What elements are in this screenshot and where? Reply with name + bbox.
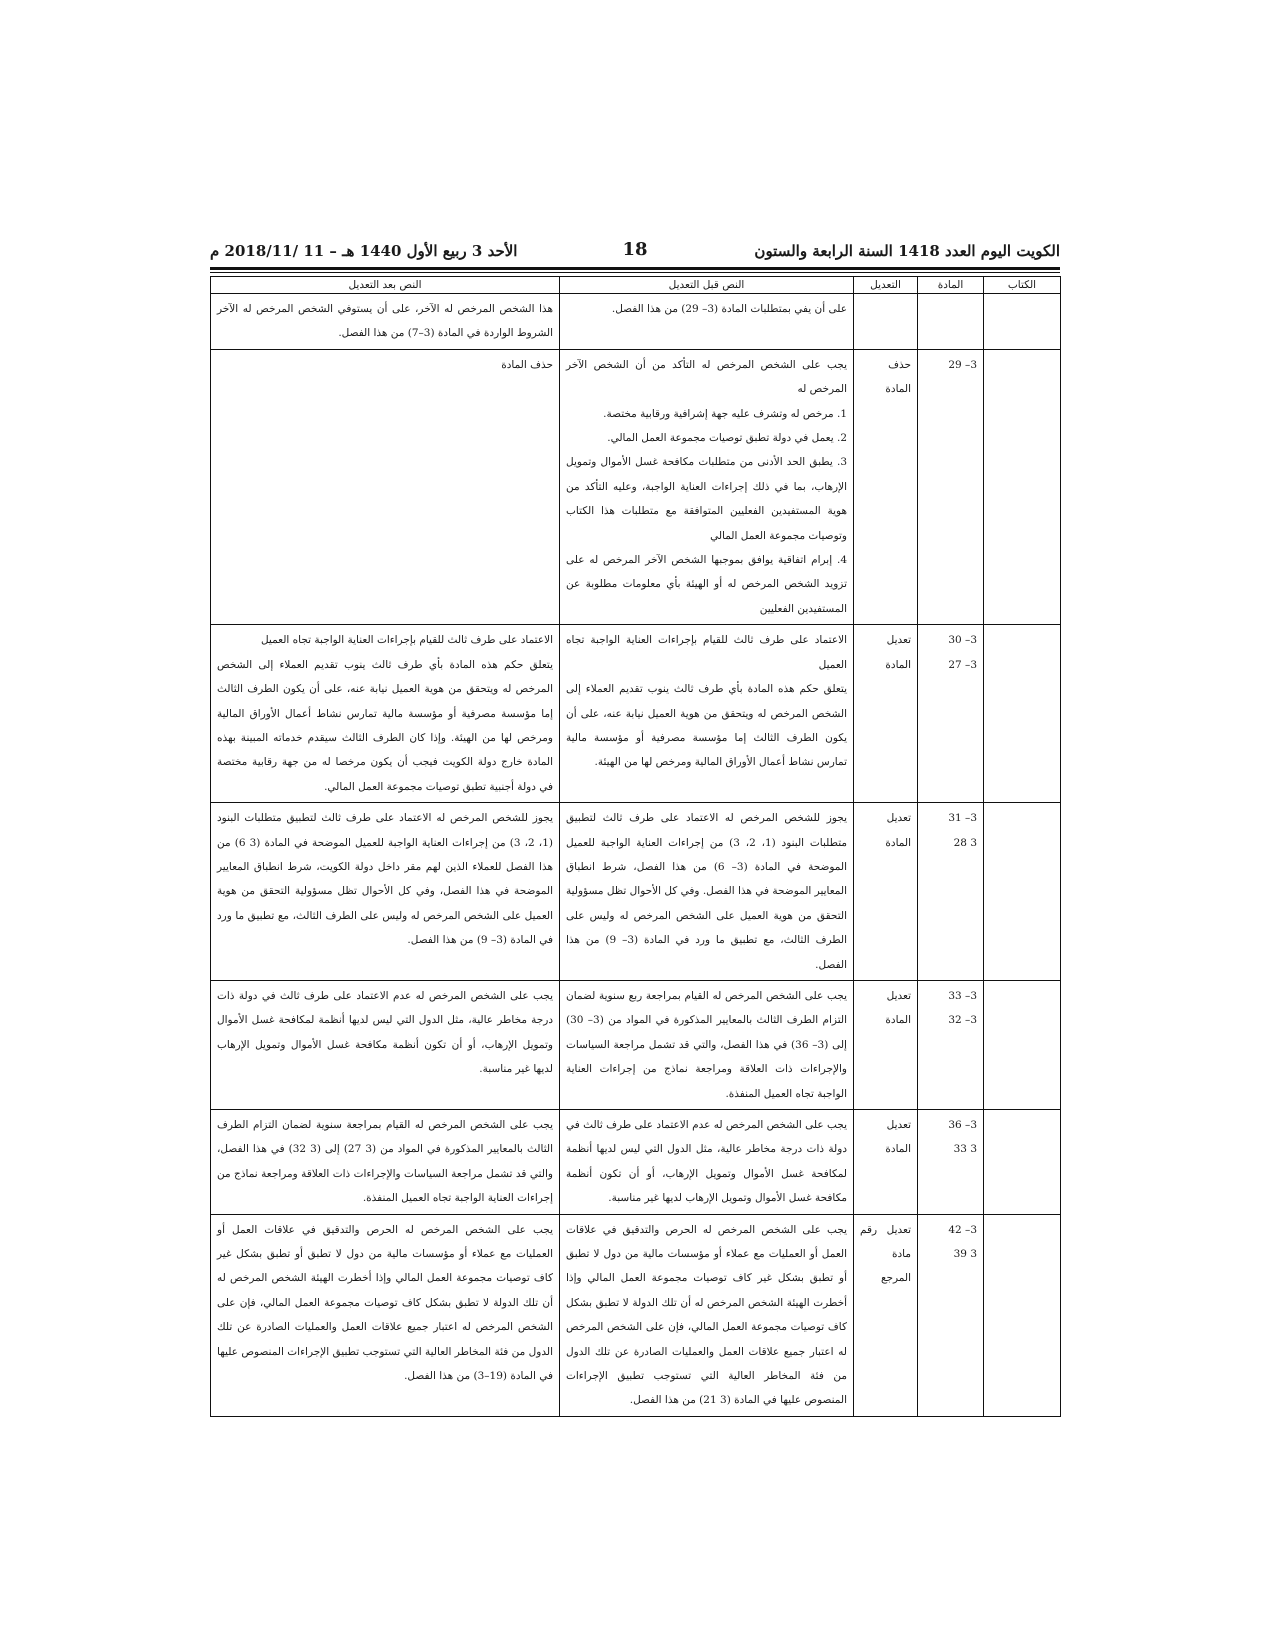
book-cell xyxy=(984,1110,1061,1215)
article-cell xyxy=(918,1110,984,1215)
table-row xyxy=(211,980,1061,1109)
text-before-paragraph: يجوز للشخص المرخص له الاعتماد على طرف ثالث لتطبيق متطلبات البنود (1، 2، 3) من إجراءات العناية الواجبة للعميل الموضحة في المادة (3– 6) من هذا الفصل، شرط انطباق المعايير الموضحة في هذا الفصل. وفي كل الأحوال تظل مسؤولية التحقق من هوية العميل على الشخص المرخص له وليس على الطرف الثالث، مع تطبيق ما ورد في المادة (3– 9) من هذا الفصل. xyxy=(566,812,848,971)
text-before-paragraph: يجب على الشخص المرخص له القيام بمراجعة ربع سنوية لضمان التزام الطرف الثالث بالمعايير المذكورة في المواد من (3– 30) إلى (3– 36) في هذا الفصل، والتي قد تشمل مراجعة السياسات والإجراءات ذات العلاقة ومراجعة نماذج من إجراءات العناية الواجبة تجاه العميل المنفذة. xyxy=(566,989,847,1100)
amendment-cell xyxy=(854,294,918,350)
text-after-paragraph: هذا الشخص المرخص له الآخر، على أن يستوفي الشخص المرخص له الآخر الشروط الواردة في المادة (3–7) من هذا الفصل. xyxy=(217,303,553,340)
article-cell xyxy=(918,1214,984,1416)
article-cell xyxy=(918,803,984,981)
text-after-cell xyxy=(211,294,560,350)
book-cell xyxy=(984,625,1061,803)
article-number: 3– 32 xyxy=(948,1014,977,1027)
issue-date: الأحد 3 ربيع الأول 1440 هـ – 11 /2018/11 م xyxy=(210,242,518,260)
table-row xyxy=(211,1214,1061,1416)
text-before-cell xyxy=(560,349,854,624)
amendment-cell: تعديل المادة xyxy=(854,803,918,981)
text-after-cell xyxy=(211,1214,560,1416)
text-after-cell xyxy=(211,625,560,803)
text-after-paragraph: يجب على الشخص المرخص له الحرص والتدقيق في علاقات العمل أو العمليات مع عملاء أو مؤسسات مالية من دول لا تطبق أو تطبق بشكل غير كاف توصيات مجموعة العمل المالي وإذا أخطرت الهيئة الشخص المرخص له أن تلك الدولة لا تطبق بشكل كاف توصيات مجموعة العمل المالي، فإن على الشخص المرخص له اعتبار جميع علاقات العمل والعمليات الصادرة عن تلك الدول من فئة المخاطر العالية التي تستوجب تطبيق الإجراءات المنصوص عليها في المادة (19–3) من هذا الفصل. xyxy=(217,1223,553,1383)
book-cell xyxy=(984,349,1061,624)
article-cell xyxy=(918,349,984,624)
text-after-paragraph: يجب على الشخص المرخص له عدم الاعتماد على طرف ثالث في دولة ذات درجة مخاطر عالية، مثل الدول التي ليس لديها أنظمة لمكافحة غسل الأموال وتمويل الإرهاب، أو أن تكون أنظمة مكافحة غسل الأموال وتمويل الإرهاب لديها غير مناسبة. xyxy=(217,989,553,1076)
column-header-book: الكتاب xyxy=(984,277,1061,294)
text-after-cell xyxy=(211,803,560,981)
text-before-cell xyxy=(560,980,854,1109)
amendment-cell: حذف المادة xyxy=(854,349,918,624)
text-after-paragraph: الاعتماد على طرف ثالث للقيام بإجراءات العناية الواجبة تجاه العميل xyxy=(260,634,553,647)
article-number: 3– 29 xyxy=(948,358,977,371)
text-after-paragraph: حذف المادة xyxy=(501,358,553,371)
article-number: 3– 42 xyxy=(948,1223,977,1236)
column-header-amendment: التعديل xyxy=(854,277,918,294)
text-before-cell xyxy=(560,625,854,803)
text-before-paragraph: 1. مرخص له وتشرف عليه جهة إشرافية ورقابية مختصة. xyxy=(603,407,847,420)
header-rule-thin xyxy=(210,272,1060,273)
table-row xyxy=(211,349,1061,624)
text-before-cell xyxy=(560,294,854,350)
text-before-cell xyxy=(560,1214,854,1416)
text-before-paragraph: 3. يطبق الحد الأدنى من متطلبات مكافحة غسل الأموال وتمويل الإرهاب، بما في ذلك إجراءات العناية الواجبة، وعليه التأكد من هوية المستفيدين الفعليين المتوافقة مع متطلبات هذا الكتاب وتوصيات مجموعة العمل المالي xyxy=(566,456,847,542)
text-before-paragraph: 4. إبرام اتفاقية يوافق بموجبها الشخص الآخر المرخص له على تزويد الشخص المرخص له أو الهيئة بأي معلومات مطلوبة عن المستفيدين الفعليين xyxy=(566,554,847,615)
header-rule-thick xyxy=(210,267,1060,270)
text-before-cell xyxy=(560,1110,854,1215)
text-before-paragraph: يجب على الشخص المرخص له الحرص والتدقيق في علاقات العمل أو العمليات مع عملاء أو مؤسسات مالية من دول لا تطبق أو تطبق بشكل غير كاف توصيات مجموعة العمل المالي وإذا أخطرت الهيئة الشخص المرخص له أن تلك الدولة لا تطبق بشكل كاف توصيات مجموعة العمل المالي، فإن على الشخص المرخص له اعتبار جميع علاقات العمل والعمليات الصادرة عن تلك الدول من فئة المخاطر العالية التي تستوجب تطبيق الإجراءات المنصوص عليها في المادة (3 21) من هذا الفصل. xyxy=(566,1223,847,1407)
column-header-text-before: النص قبل التعديل xyxy=(560,277,854,294)
table-header-row xyxy=(211,277,1061,294)
text-after-cell xyxy=(211,980,560,1109)
text-before-paragraph: يتعلق حكم هذه المادة بأي طرف ثالث ينوب تقديم العملاء إلى الشخص المرخص له ويتحقق من هوية العميل نيابة عنه، على أن يكون الطرف الثالث إما مؤسسة مصرفية أو مؤسسة مالية تمارس نشاط أعمال الأوراق المالية ومرخص لها من الهيئة. xyxy=(566,683,847,769)
text-before-cell xyxy=(560,803,854,981)
text-after-cell xyxy=(211,1110,560,1215)
book-cell xyxy=(984,980,1061,1109)
article-cell xyxy=(918,980,984,1109)
text-before-paragraph: يجب على الشخص المرخص له عدم الاعتماد على طرف ثالث في دولة ذات درجة مخاطر عالية، مثل الدول التي ليس لديها أنظمة لمكافحة غسل الأموال وتمويل الإرهاب، أو أن تكون أنظمة مكافحة غسل الأموال وتمويل الإرهاب لديها غير مناسبة. xyxy=(566,1119,847,1205)
text-after-paragraph: يجب على الشخص المرخص له القيام بمراجعة سنوية لضمان التزام الطرف الثالث بالمعايير المذكورة في المواد من (3 27) إلى (3 32) في هذا الفصل، والتي قد تشمل مراجعة السياسات والإجراءات ذات العلاقة ومراجعة نماذج من إجراءات العناية الواجبة تجاه العميل المنفذة. xyxy=(217,1119,553,1205)
page-header xyxy=(210,236,1060,264)
article-number: 3– 27 xyxy=(948,658,977,671)
column-header-article: المادة xyxy=(918,277,984,294)
book-cell xyxy=(984,803,1061,981)
text-before-paragraph: يجب على الشخص المرخص له التأكد من أن الشخص الآخر المرخص له xyxy=(566,358,847,396)
page-number: 18 xyxy=(622,239,648,260)
text-before-paragraph: على أن يفي بمتطلبات المادة (3– 29) من هذا الفصل. xyxy=(611,303,847,315)
amendment-cell: تعديل المادة xyxy=(854,625,918,803)
article-number: 3 39 xyxy=(953,1248,977,1261)
article-number: 3– 31 xyxy=(948,812,977,825)
text-before-paragraph: 2. يعمل في دولة تطبق توصيات مجموعة العمل المالي. xyxy=(607,432,847,445)
amendment-cell: تعديل المادة xyxy=(854,980,918,1109)
amendment-cell: تعديل المادة xyxy=(854,1110,918,1215)
text-after-paragraph: يتعلق حكم هذه المادة بأي طرف ثالث ينوب تقديم العملاء إلى الشخص المرخص له ويتحقق من هوية العميل نيابة عنه، على أن يكون الطرف الثالث إما مؤسسة مصرفية أو مؤسسة مالية تمارس نشاط أعمال الأوراق المالية ومرخص لها من الهيئة. وإذا كان الطرف الثالث سيقدم خدماته المبينة بهذه المادة خارج دولة الكويت فيجب أن يكون مرخصا له من جهة رقابية مختصة في دولة أجنبية تطبق توصيات مجموعة العمل المالي. xyxy=(217,658,553,793)
article-number: 3– 36 xyxy=(948,1119,977,1131)
table-row xyxy=(211,294,1061,350)
text-after-paragraph: يجوز للشخص المرخص له الاعتماد على طرف ثالث لتطبيق متطلبات البنود (1، 2، 3) من إجراءات العناية الواجبة للعميل الموضحة في المادة (3 6) من هذا الفصل للعملاء الذين لهم مقر داخل دولة الكويت، شرط انطباق المعايير الموضحة في هذا الفصل، وفي كل الأحوال تظل مسؤولية التحقق من هوية العميل على الشخص المرخص له وليس على الطرف الثالث، مع تطبيق ما ورد في المادة (3– 9) من هذا الفصل. xyxy=(217,812,553,947)
column-header-text-after: النص بعد التعديل xyxy=(211,277,560,294)
text-before-paragraph: الاعتماد على طرف ثالث للقيام بإجراءات العناية الواجبة تجاه العميل xyxy=(566,634,847,671)
article-number: 3– 33 xyxy=(948,989,977,1002)
text-after-cell xyxy=(211,349,560,624)
article-number: 3 33 xyxy=(953,1143,977,1156)
article-number: 3– 30 xyxy=(948,634,977,647)
article-number: 3 28 xyxy=(953,836,977,849)
article-cell xyxy=(918,294,984,350)
article-cell xyxy=(918,625,984,803)
book-cell xyxy=(984,1214,1061,1416)
table-row xyxy=(211,625,1061,803)
amendments-table xyxy=(210,276,1061,1417)
table-row xyxy=(211,1110,1061,1215)
amendment-cell: تعديل رقم مادة المرجع xyxy=(854,1214,918,1416)
table-row xyxy=(211,803,1061,981)
book-cell xyxy=(984,294,1061,350)
gazette-title: الكويت اليوم العدد 1418 السنة الرابعة والستون xyxy=(754,242,1060,260)
